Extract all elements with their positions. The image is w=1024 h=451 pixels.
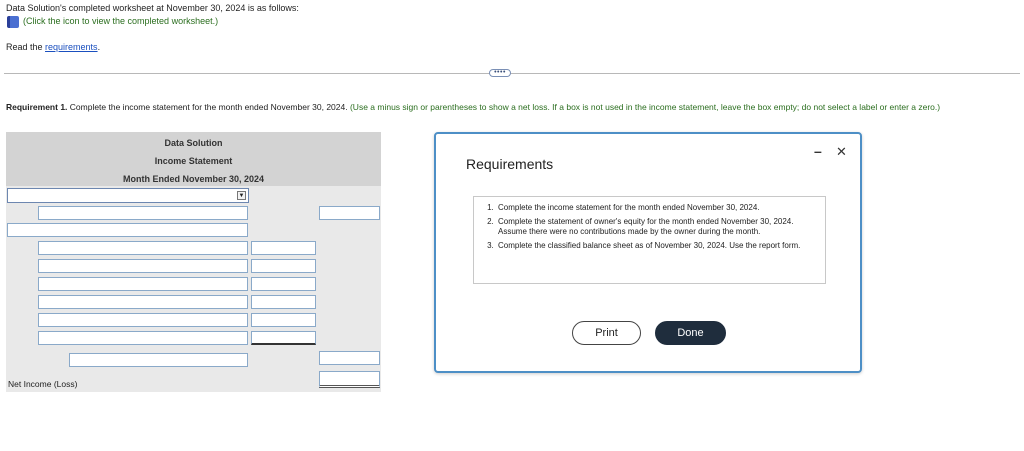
dropdown-arrow-icon: ▼ — [238, 193, 245, 199]
statement-period: Month Ended November 30, 2024 — [122, 174, 265, 184]
net-income-input[interactable] — [319, 371, 380, 388]
expenses-label-input[interactable] — [7, 223, 248, 237]
modal-title: Requirements — [466, 156, 554, 172]
company-name: Data Solution — [164, 138, 223, 148]
expense-amount-input-5[interactable] — [251, 313, 316, 327]
requirement-item-3: 3. Complete the classified balance sheet as of November 30, 2024. Use the report form. — [496, 241, 817, 252]
net-income-label: Net Income (Loss) — [8, 379, 78, 389]
section-divider — [4, 73, 1020, 74]
requirement-prompt — [6, 102, 1014, 113]
intro-line: Data Solution's completed worksheet at November 30, 2024 is as follows: — [6, 3, 299, 13]
requirement-note: (Use a minus sign or parentheses to show a net loss. If a box is not used in the income statement, leave the box empty; do not select a label or enter a zero.) — [347, 102, 941, 112]
expense-account-input-6[interactable] — [38, 331, 248, 345]
requirements-link[interactable]: requirements — [45, 42, 98, 52]
expense-account-input-3[interactable] — [38, 277, 248, 291]
requirement-text: Complete the income statement for the month ended November 30, 2024. — [67, 102, 348, 112]
expense-account-input-2[interactable] — [38, 259, 248, 273]
expense-amount-input-1[interactable] — [251, 241, 316, 255]
revenue-account-input[interactable] — [38, 206, 248, 220]
requirements-modal — [434, 132, 862, 373]
requirement-item-2: 2. Complete the statement of owner's equity for the month ended November 30, 2024. Assume there were no contributions made by the owner during the month. — [496, 217, 817, 238]
requirements-list-box — [473, 196, 826, 284]
total-expenses-input[interactable] — [319, 351, 380, 365]
expand-more-button[interactable]: •••• — [489, 69, 511, 77]
requirement-label: Requirement 1. — [6, 102, 68, 112]
print-button[interactable]: Print — [572, 321, 641, 345]
worksheet-book-icon[interactable] — [7, 16, 19, 28]
requirement-item-1: 1. Complete the income statement for the month ended November 30, 2024. — [496, 203, 817, 214]
read-requirements — [6, 42, 100, 52]
worksheet-hint: (Click the icon to view the completed worksheet.) — [23, 16, 219, 26]
expense-amount-input-3[interactable] — [251, 277, 316, 291]
expense-amount-input-2[interactable] — [251, 259, 316, 273]
done-button[interactable]: Done — [655, 321, 726, 345]
expense-amount-input-6[interactable] — [251, 331, 316, 345]
total-expenses-label-input[interactable] — [69, 353, 248, 367]
requirements-list — [480, 203, 817, 251]
expense-amount-input-4[interactable] — [251, 295, 316, 309]
minimize-icon[interactable]: – — [814, 143, 822, 159]
expense-account-input-4[interactable] — [38, 295, 248, 309]
statement-header — [6, 132, 381, 186]
read-prefix: Read the — [6, 42, 46, 52]
expense-account-input-1[interactable] — [38, 241, 248, 255]
revenue-total-input[interactable] — [319, 206, 380, 220]
read-suffix: . — [97, 42, 101, 52]
expense-account-input-5[interactable] — [38, 313, 248, 327]
statement-title: Income Statement — [154, 156, 233, 166]
close-icon[interactable]: ✕ — [836, 144, 847, 159]
revenue-label-dropdown[interactable] — [7, 188, 249, 203]
